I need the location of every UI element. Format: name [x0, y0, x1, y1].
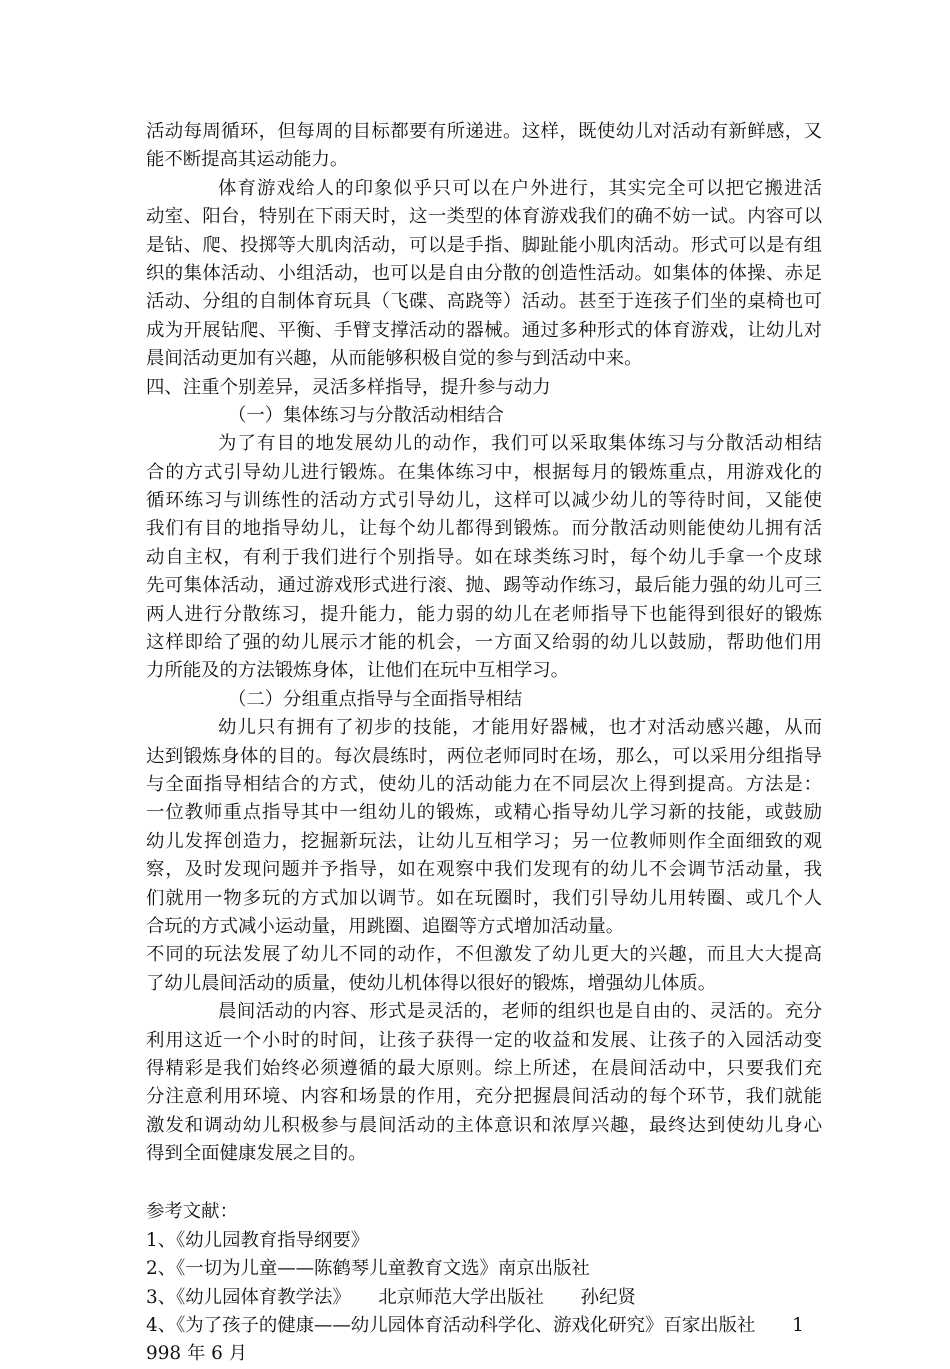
- body-text-line: 合的方式引导幼儿进行锻炼。在集体练习中，根据每月的锻炼重点，用游戏化的: [146, 461, 822, 483]
- body-text-line: 们就用一物多玩的方式加以调节。如在玩圈时，我们引导幼儿用转圈、或几个人: [146, 887, 822, 909]
- subsection-heading: （二）分组重点指导与全面指导相结: [228, 688, 523, 710]
- paragraph-first-line: 体育游戏给人的印象似乎只可以在户外进行，其实完全可以把它搬进活: [218, 177, 822, 199]
- paragraph-first-line: 为了有目的地发展幼儿的动作，我们可以采取集体练习与分散活动相结: [218, 433, 822, 455]
- body-text-line: 两人进行分散练习，提升能力，能力弱的幼儿在老师指导下也能得到很好的锻炼: [146, 603, 822, 625]
- body-text-line: 动室、阳台，特别在下雨天时，这一类型的体育游戏我们的确不妨一试。内容可以: [146, 206, 822, 228]
- paragraph-first-line: 晨间活动的内容、形式是灵活的，老师的组织也是自由的、灵活的。充分: [218, 1001, 822, 1023]
- body-text-line: 察，及时发现问题并予指导，如在观察中我们发现有的幼儿不会调节活动量，我: [146, 859, 822, 881]
- body-text-line: 得到全面健康发展之目的。: [146, 1143, 367, 1165]
- body-text-line: 分注意利用环境、内容和场景的作用，充分把握晨间活动的每个环节，我们就能: [146, 1086, 822, 1108]
- section-spacer: [146, 1168, 822, 1198]
- body-text-line: 是钻、爬、投掷等大肌肉活动，可以是手指、脚趾能小肌肉活动。形式可以是有组: [146, 234, 822, 256]
- reference-item: 1、《幼儿园教育指导纲要》: [146, 1229, 370, 1251]
- subsection-heading: （一）集体练习与分散活动相结合: [228, 404, 504, 426]
- body-text-line: 力所能及的方法锻炼身体，让他们在玩中互相学习。: [146, 660, 569, 682]
- body-text-line: 成为开展钻爬、平衡、手臂支撑活动的器械。通过多种形式的体育游戏，让幼儿对: [146, 319, 822, 341]
- body-text-line: 与全面指导相结合的方式，使幼儿的活动能力在不同层次上得到提高。方法是：: [146, 773, 822, 795]
- document-page: [146, 118, 822, 1369]
- body-text-line: 这样即给了强的幼儿展示才能的机会，一方面又给弱的幼儿以鼓励，帮助他们用: [146, 632, 822, 654]
- body-text-line: 不同的玩法发展了幼儿不同的动作，不但激发了幼儿更大的兴趣，而且大大提高: [146, 944, 822, 966]
- body-text-line: 一位教师重点指导其中一组幼儿的锻炼，或精心指导幼儿学习新的技能，或鼓励: [146, 802, 822, 824]
- references-heading: 参考文献：: [146, 1201, 238, 1223]
- body-text-line: 得精彩是我们始终必须遵循的最大原则。综上所述，在晨间活动中，只要我们充: [146, 1057, 822, 1079]
- body-text-line: 利用这近一个小时的时间，让孩子获得一定的收益和发展、让孩子的入园活动变: [146, 1029, 822, 1051]
- body-text-line: 动自主权，有利于我们进行个别指导。如在球类练习时，每个幼儿手拿一个皮球: [146, 546, 822, 568]
- section-heading: 四、注重个别差异，灵活多样指导，提升参与动力: [146, 376, 551, 398]
- body-text-line: 活动每周循环，但每周的目标都要有所递进。这样，既使幼儿对活动有新鲜感，又: [146, 121, 822, 142]
- body-text-line: 循环练习与训练性的活动方式引导幼儿，这样可以减少幼儿的等待时间，又能使: [146, 490, 822, 512]
- body-text-line: 先可集体活动，通过游戏形式进行滚、抛、踢等动作练习，最后能力强的幼儿可三: [146, 575, 822, 597]
- paragraph-first-line: 幼儿只有拥有了初步的技能，才能用好器械，也才对活动感兴趣，从而: [218, 717, 822, 739]
- body-text-line: 激发和调动幼儿积极参与晨间活动的主体意识和浓厚兴趣，最终达到使幼儿身心: [146, 1114, 822, 1136]
- reference-item: 3、《幼儿园体育教学法》 北京师范大学出版社 孙纪贤: [146, 1286, 636, 1308]
- body-text-line: 晨间活动更加有兴趣，从而能够积极自觉的参与到活动中来。: [146, 348, 643, 370]
- body-text-line: 能不断提高其运动能力。: [146, 149, 349, 171]
- reference-item: 4、《为了孩子的健康——幼儿园体育活动科学化、游戏化研究》百家出版社 1: [146, 1315, 804, 1337]
- body-text-line: 了幼儿晨间活动的质量，使幼儿机体得以很好的锻炼，增强幼儿体质。: [146, 972, 717, 994]
- body-text-line: 达到锻炼身体的目的。每次晨练时，两位老师同时在场，那么，可以采用分组指导: [146, 745, 822, 767]
- body-text-line: 活动、分组的自制体育玩具（飞碟、高跷等）活动。甚至于连孩子们坐的桌椅也可: [146, 291, 822, 313]
- reference-item: 2、《一切为儿童——陈鹤琴儿童教育文选》南京出版社: [146, 1258, 590, 1280]
- reference-item: 998 年 6 月: [146, 1343, 248, 1365]
- body-text-line: 织的集体活动、小组活动，也可以是自由分散的创造性活动。如集体的体操、赤足: [146, 262, 822, 284]
- body-text-line: 合玩的方式减小运动量，用跳圈、追圈等方式增加活动量。: [146, 915, 625, 937]
- body-text-line: 我们有目的地指导幼儿，让每个幼儿都得到锻炼。而分散活动则能使幼儿拥有活: [146, 518, 822, 540]
- body-text-line: 幼儿发挥创造力，挖掘新玩法，让幼儿互相学习；另一位教师则作全面细致的观: [146, 830, 822, 852]
